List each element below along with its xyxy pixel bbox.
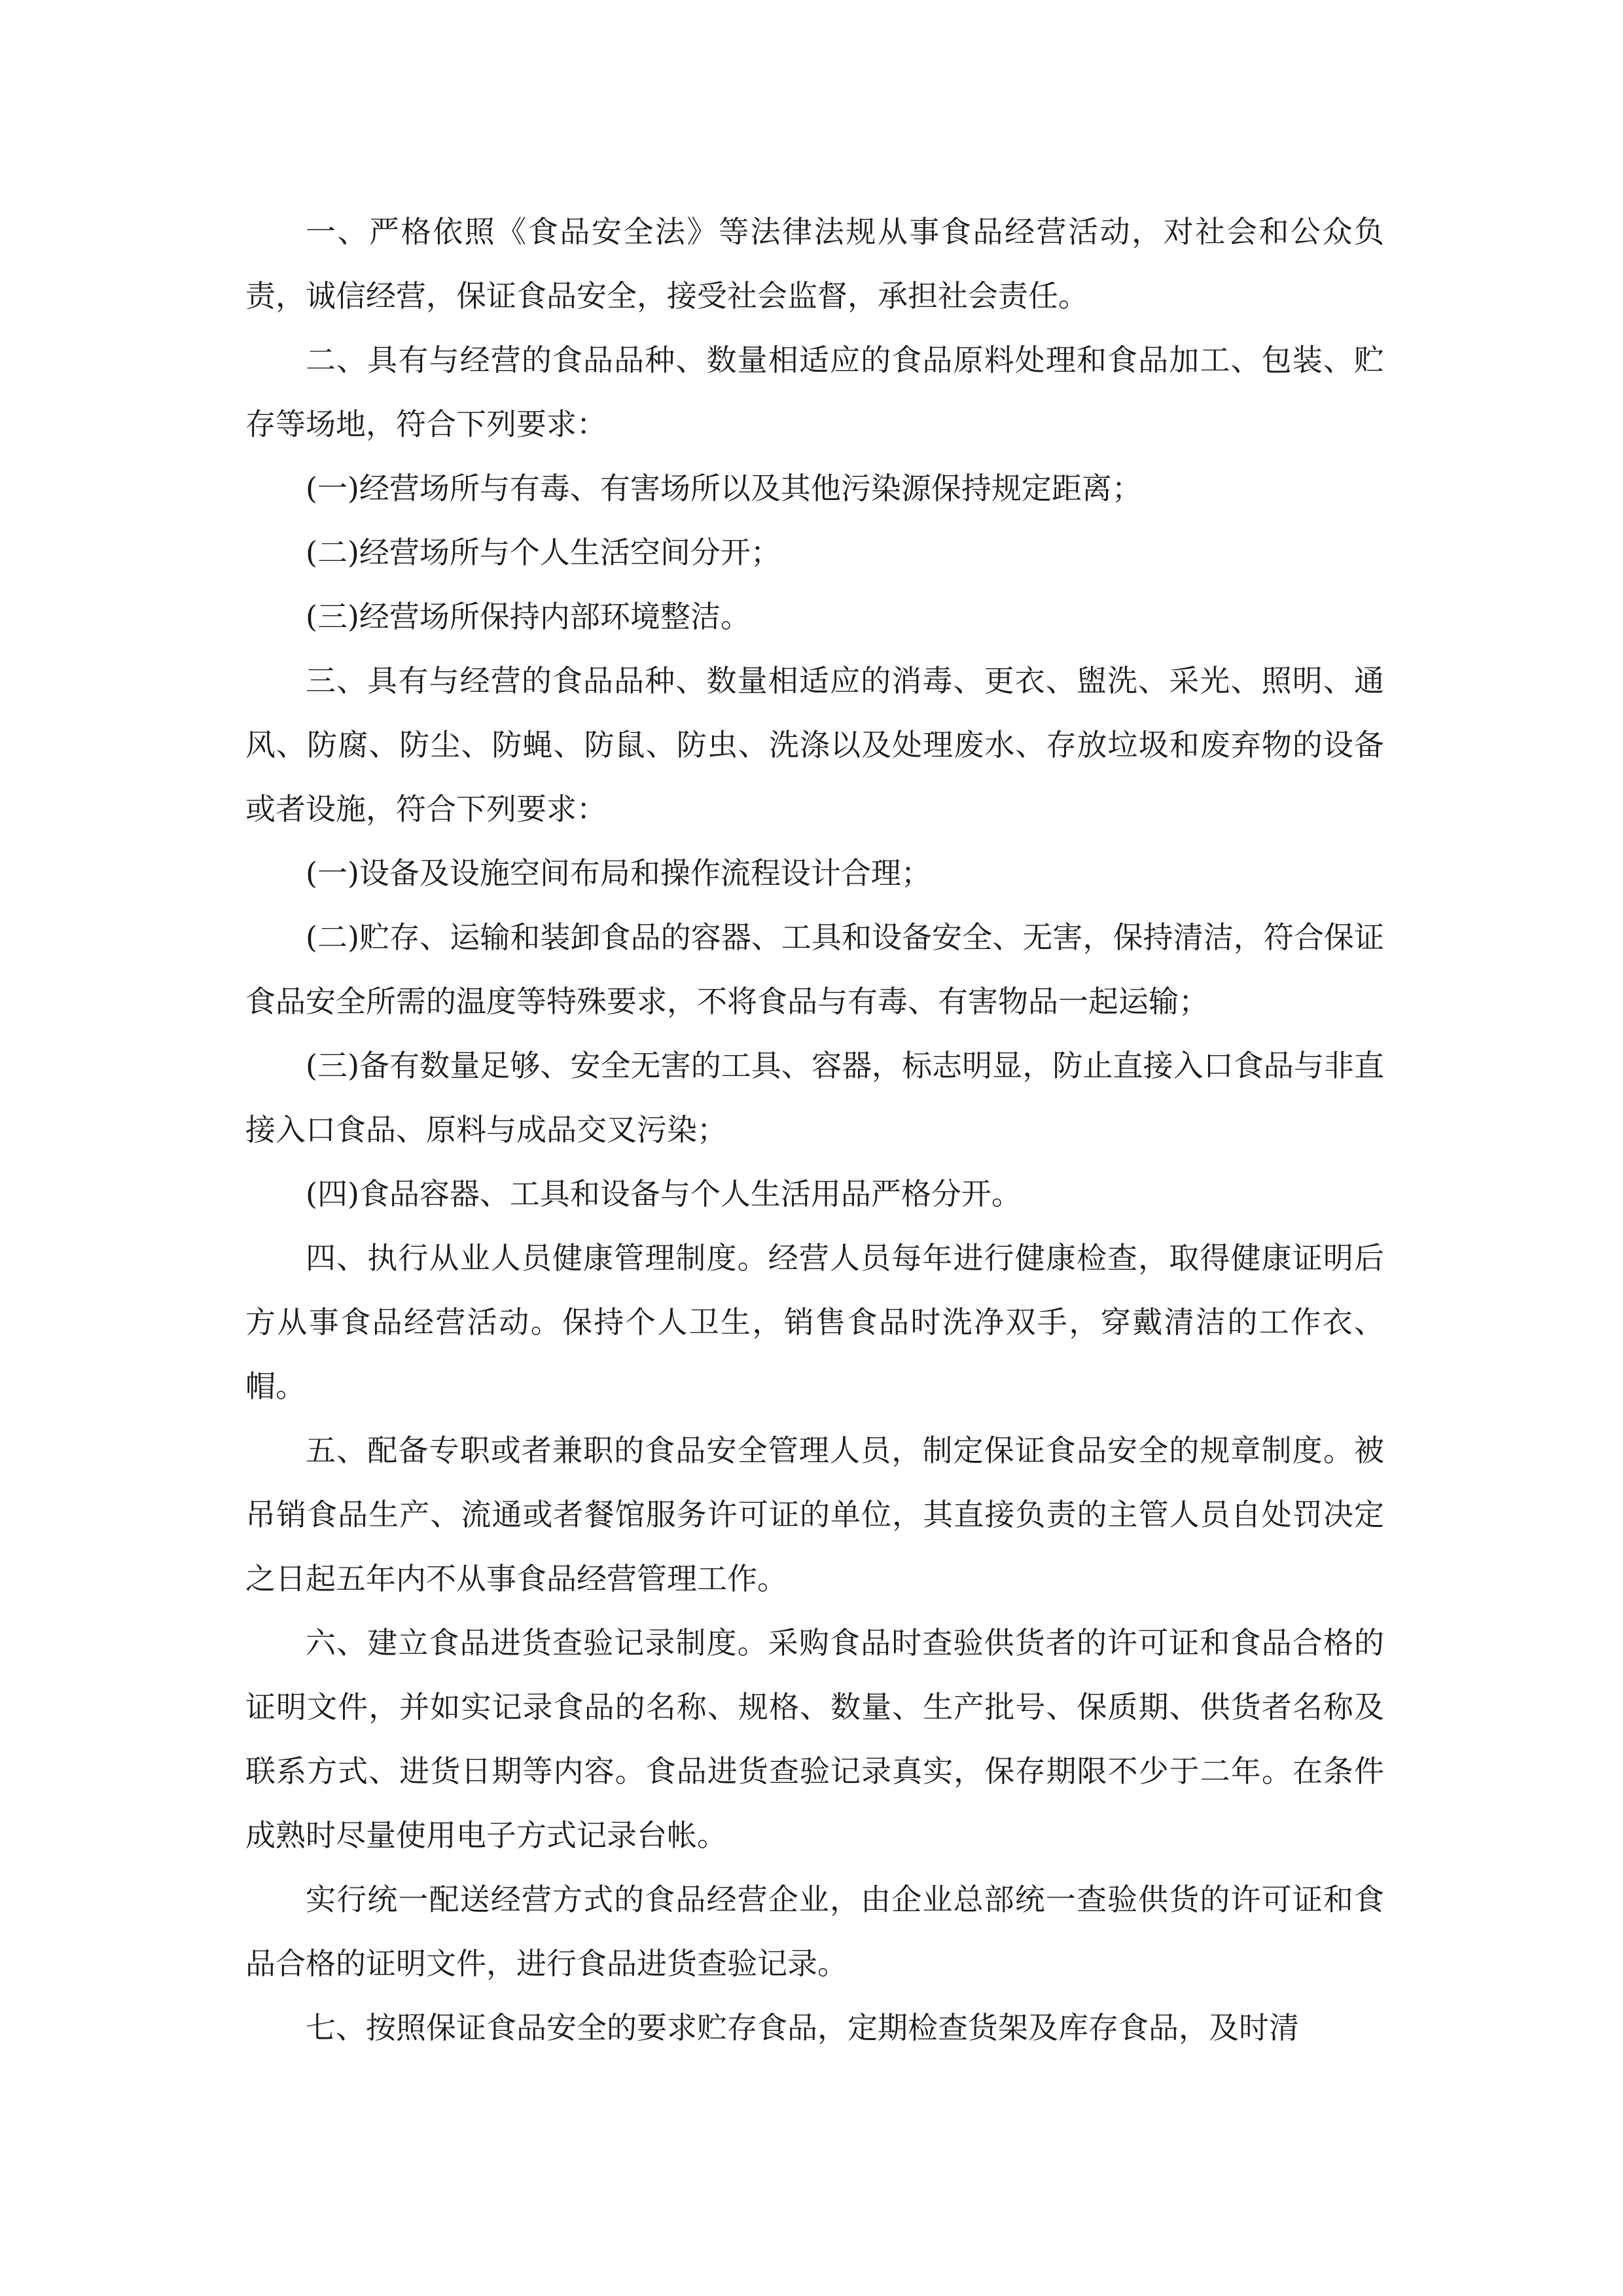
paragraph-3: (一)经营场所与有毒、有害场所以及其他污染源保持规定距离； [306, 471, 1142, 506]
paragraph-11: 四、执行从业人员健康管理制度。经营人员每年进行健康检查，取得健康证明后方从事食品经营活动。保持个人卫生，销售食品时洗净双手，穿戴清洁的工作衣、帽。 [245, 1240, 1384, 1404]
paragraph-4: (二)经营场所与个人生活空间分开； [306, 535, 781, 570]
paragraph-5: (三)经营场所保持内部环境整洁。 [306, 599, 751, 634]
paragraph-13: 六、建立食品进货查验记录制度。采购食品时查验供货者的许可证和食品合格的证明文件，并如实记录食品的名称、规格、数量、生产批号、保质期、供货者名称及联系方式、进货日期等内容。食品进货查验记录真实，保存期限不少于二年。在条件成熟时尽量使用电子方式记录台帐。 [245, 1625, 1384, 1853]
document-body [245, 200, 1384, 2060]
paragraph-6: 三、具有与经营的食品品种、数量相适应的消毒、更衣、盥洗、采光、照明、通风、防腐、防尘、防蝇、防鼠、防虫、洗涤以及处理废水、存放垃圾和废弃物的设备或者设施，符合下列要求： [245, 663, 1384, 827]
paragraph-7: (一)设备及设施空间布局和操作流程设计合理； [306, 855, 931, 891]
paragraph-14: 实行统一配送经营方式的食品经营企业，由企业总部统一查验供货的许可证和食品合格的证明文件，进行食品进货查验记录。 [245, 1882, 1384, 1981]
paragraph-8: (二)贮存、运输和装卸食品的容器、工具和设备安全、无害，保持清洁，符合保证食品安全所需的温度等特殊要求，不将食品与有毒、有害物品一起运输； [245, 920, 1384, 1019]
paragraph-15: 七、按照保证食品安全的要求贮存食品，定期检查货架及库存食品，及时清 [306, 2010, 1299, 2045]
paragraph-2: 二、具有与经营的食品品种、数量相适应的食品原料处理和食品加工、包装、贮存等场地，符合下列要求： [245, 342, 1384, 442]
paragraph-1: 一、严格依照《食品安全法》等法律法规从事食品经营活动，对社会和公众负责，诚信经营，保证食品安全，接受社会监督，承担社会责任。 [245, 214, 1384, 314]
paragraph-10: (四)食品容器、工具和设备与个人生活用品严格分开。 [306, 1176, 1022, 1211]
paragraph-9: (三)备有数量足够、安全无害的工具、容器，标志明显，防止直接入口食品与非直接入口食品、原料与成品交叉污染； [245, 1048, 1384, 1147]
paragraph-12: 五、配备专职或者兼职的食品安全管理人员，制定保证食品安全的规章制度。被吊销食品生产、流通或者餐馆服务许可证的单位，其直接负责的主管人员自处罚决定之日起五年内不从事食品经营管理工作。 [245, 1433, 1384, 1596]
